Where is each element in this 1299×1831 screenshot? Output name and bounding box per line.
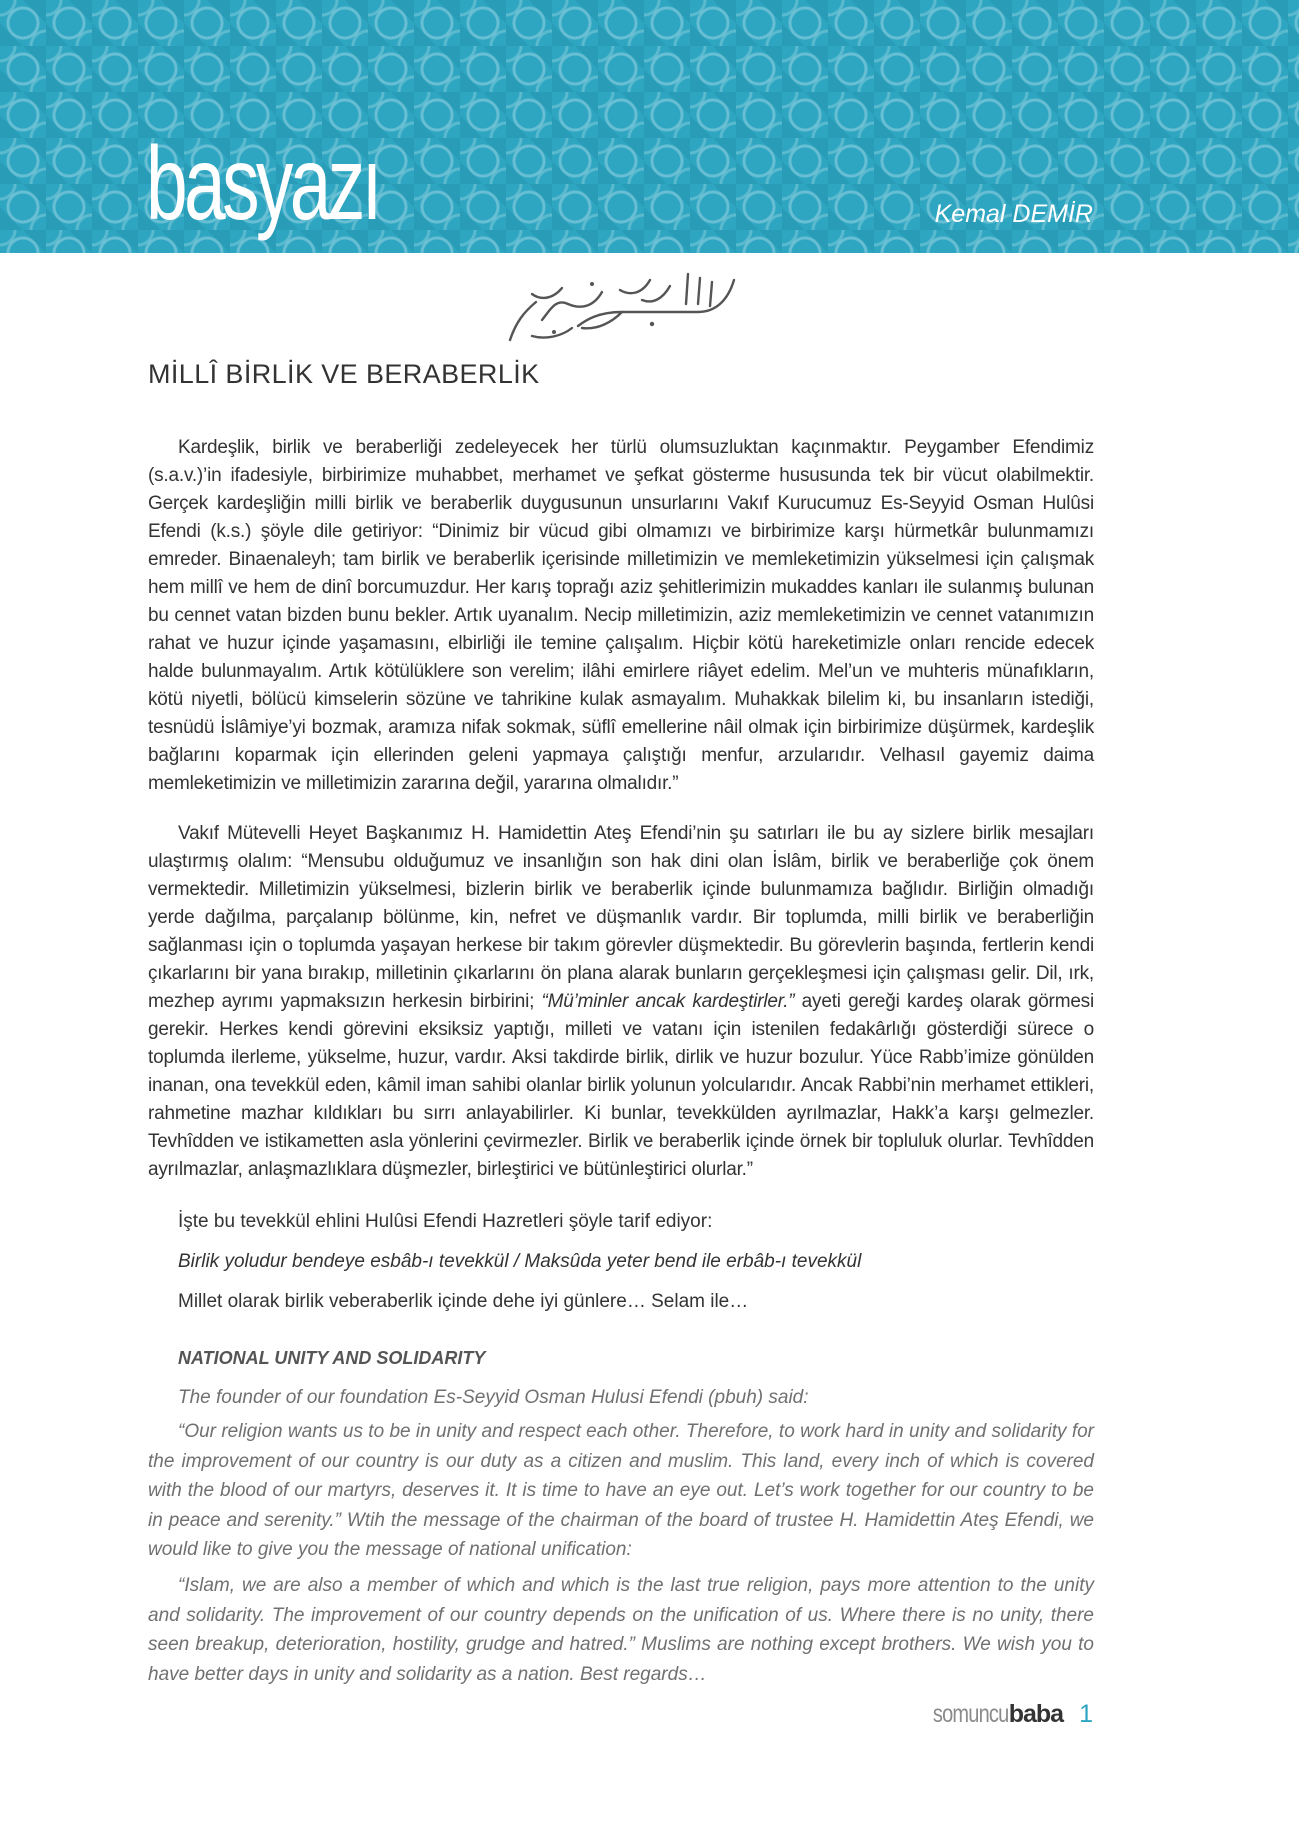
english-paragraph: “Islam, we are also a member of which and which is the last true religion, pays more attention to the unity and solidarity. The improvement of our country depends on the unification of us. Where there is no unity, there seen breakup, deterioration, hostility, grudge and hatred.” Muslims are nothing except brothers. We wish you to have better days in unity and solidarity as a nation. Best regards… bbox=[148, 1575, 1094, 1685]
author-name: Kemal DEMİR bbox=[934, 200, 1093, 228]
english-paragraph: “Our religion wants us to be in unity and respect each other. Therefore, to work hard in unity and solidarity for the improvement of our country is our duty as a citizen and muslim. This land, every inch of which is covered with the blood of our martyrs, deserves it. It is time to have an eye out. Let’s work together for our country to be in peace and serenity.” Wtih the message of the chairman of the board of trustee H. Hamidettin Ateş Efendi, we would like to give you the message of national unification: bbox=[148, 1421, 1094, 1560]
english-intro: The founder of our foundation Es-Seyyid Osman Hulusi Efendi (pbuh) said: bbox=[178, 1387, 809, 1408]
intro-line: İşte bu tevekkül ehlini Hulûsi Efendi Hazretleri şöyle tarif ediyor: bbox=[178, 1211, 713, 1232]
brand-logo-part: somuncu bbox=[933, 1700, 1009, 1728]
closing-line: Millet olarak birlik veberaberlik içinde dehe iyi günlere… Selam ile… bbox=[178, 1291, 749, 1312]
bismillah-calligraphy-icon bbox=[502, 270, 742, 346]
english-heading: NATIONAL UNITY AND SOLIDARITY bbox=[178, 1348, 486, 1368]
page-number: 1 bbox=[1079, 1700, 1093, 1728]
article-paragraph bbox=[148, 820, 1094, 1184]
poem-verse: Birlik yoludur bendeye esbâb-ı tevekkül / Maksûda yeter bend ile erbâb-ı tevekkül bbox=[178, 1251, 862, 1272]
article-title: MİLLÎ BİRLİK VE BERABERLİK bbox=[148, 359, 540, 389]
section-title: basyazı bbox=[146, 126, 379, 242]
footer-brand bbox=[914, 1700, 1093, 1729]
paragraph-text: ayeti gereği kardeş olarak görmesi gerekir. Herkes kendi görevini eksiksiz yaptığı, milleti ve vatanı için istenilen fedakârlığı gösterdiği sürece o toplumda ilerleme, yükselme, huzur, vardır. Aksi takdirde birlik, dirlik ve huzur bozulur. Yüce Rabb’imize gönülden inanan, ona tevekkül eden, kâmil iman sahibi olanlar birlik yolunun yolcularıdır. Ancak Rabbi’nin merhamet ettikleri, rahmetine mazhar kıldıkları bu sırrı anlayabilirler. Ki bunlar, tevekkülden ayrılmazlar, Hakk’a karşı gelmezler. Tevhîdden ve istikametten asla yönlerini çevirmezler. Birlik ve beraberlik içinde örnek bir topluluk olurlar. Tevhîdden ayrılmazlar, anlaşmazlıklara düşmezler, birleştirici ve bütünleştirici olurlar.” bbox=[148, 991, 1095, 1180]
paragraph-text: Vakıf Mütevelli Heyet Başkanımız H. Hamidettin Ateş Efendi’nin şu satırları ile bu ay sizlere birlik mesajları ulaştırmış olalım: “Mensubu olduğumuz ve insanlığın son hak dini olan İslâm, birlik ve beraberliğe çok önem vermektedir. Milletimizin yükselmesi, bizlerin birlik ve beraberlik içinde bulunmamıza bağlıdır. Birliğin olmadığı yerde dağılma, parçalanıp bölünme, kin, nefret ve düşmanlık vardır. Bir toplumda, milli birlik ve beraberliğin sağlanması için o toplumda yaşayan herkese bir takım görevler düşmektedir. Bu görevlerin başında, fertlerin kendi çıkarlarını bir yana bırakıp, milletinin çıkarlarını ön plana alarak bunların gerçekleşmesi için çalışması gelir. Dil, ırk, mezhep ayrımı yapmaksızın herkesin birbirini; bbox=[148, 823, 1094, 1012]
quoted-verse: “Mü’minler ancak kardeştirler.” bbox=[541, 991, 795, 1012]
header-pattern-banner bbox=[0, 0, 1299, 253]
brand-logo-part: baba bbox=[1008, 1700, 1064, 1728]
article-paragraph: Kardeşlik, birlik ve beraberliği zedeleyecek her türlü olumsuzluktan kaçınmaktır. Peygamber Efendimiz (s.a.v.)’in ifadesiyle, birbirimize muhabbet, merhamet ve şefkat gösterme hususunda tek bir vücut olabilmektir. Gerçek kardeşliğin milli birlik ve beraberlik duygusunun unsurlarını Vakıf Kurucumuz Es-Seyyid Osman Hulûsi Efendi (k.s.) şöyle dile getiriyor: “Dinimiz bir vücud gibi olmamızı ve birbirimize karşı hürmetkâr bulunmamızı emreder. Binaenaleyh; tam birlik ve beraberlik içerisinde milletimizin ve memleketimizin yükselmesi için çalışmak hem millî ve hem de dinî borcumuzdur. Her karış toprağı aziz şehitlerimizin mukaddes kanları ile sulanmış bulunan bu cennet vatan bizden bunu bekler. Artık uyanalım. Necip milletimizin, aziz memleketimizin ve cennet vatanımızın rahat ve huzur içinde yaşamasını, elbirliği ile temine çalışalım. Hiçbir kötü hareketimizle onları rencide edecek halde bulunmayalım. Artık kötülüklere son verelim; ilâhi emirlere riâyet edelim. Mel’un ve muhteris münafıkların, kötü niyetli, bölücü kimselerin sözüne ve tahrikine kulak asmayalım. Muhakkak bilelim ki, bu insanların istediği, tesnüdü İslâmiye’yi bozmak, aramıza nifak sokmak, süflî emellerine nâil olmak için birbirimize düşürmek, kardeşlik bağlarını koparmak için ellerinden geleni yapmaya çalıştığı menfur, arzularıdır. Velhasıl gayemiz daima memleketimizin ve milletimizin zararına değil, yararına olmalıdır.” bbox=[148, 437, 1094, 794]
